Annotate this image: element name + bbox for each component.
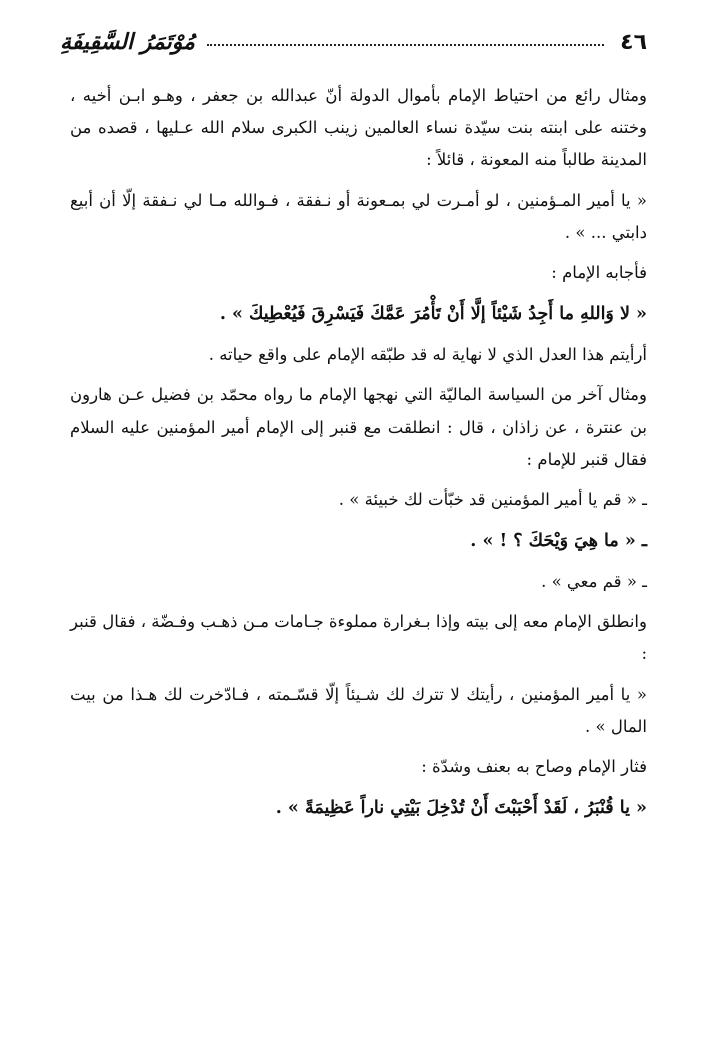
imam-quote: ـ « ما هِيَ وَيْحَكَ ؟ ! » . — [470, 531, 647, 552]
page-header — [60, 22, 647, 62]
book-title: مُوْتَمَرُ السَّقِيفَةِ — [60, 29, 195, 55]
paragraph: ومثال آخر من السياسة الماليّة التي نهجها الإمام ما رواه محمّد بن فضيل عـن هارون بن عنترة ، عن زاذان ، قال : انطلقت مع قنبر إلى الإمام أمير المؤمنين عليه السلام فقال قنبر للإمام : — [70, 385, 647, 469]
paragraph: فثار الإمام وصاح به بعنف وشدّة : — [421, 757, 647, 776]
imam-quote: « يا قُنْبَرُ ، لَقَدْ أَحْبَبْتَ أَنْ تُدْخِلَ بَيْتِي ناراً عَظِيمَةً » . — [275, 798, 647, 819]
quote-paragraph: « يا أمير المؤمنين ، رأيتك لا تترك لك شـيئاً إلّا قسّـمته ، فـادّخرت لك هـذا من بيت المال » . — [70, 684, 647, 736]
page-number: ٤٦ — [620, 29, 647, 55]
paragraph: أرأيتم هذا العدل الذي لا نهاية له قد طبّقه الإمام على واقع حياته . — [208, 345, 647, 365]
dialogue-line: ـ « قم معي » . — [541, 572, 647, 592]
paragraph: فأجابه الإمام : — [551, 262, 647, 282]
paragraph: ومثال رائع من احتياط الإمام بأموال الدولة أنّ عبدالله بن جعفر ، وهـو ابـن أخيه ، وختنه على ابنته بنت سيّدة نساء العالمين زينب الكبرى سلام الله عـليها ، قصده من المدينة طالباً منه المعونة ، قائلاً : — [70, 86, 647, 170]
dialogue-line: ـ « قم يا أمير المؤمنين قد خبّأت لك خبيئة » . — [338, 489, 647, 509]
quote-paragraph: « يا أمير المـؤمنين ، لو أمـرت لي بمـعونة أو نـفقة ، فـوالله مـا لي نـفقة إلّا أن أبيع دابتي ... » . — [70, 190, 647, 242]
header-dotted-rule — [207, 44, 604, 46]
page-body — [70, 80, 647, 833]
imam-quote: « لا وَاللهِ ما أَجِدُ شَيْئاً إلَّا أَنْ تَأْمُرَ عَمَّكَ فَيَسْرِقَ فَيُعْطِيكَ » . — [219, 304, 647, 325]
paragraph: وانطلق الإمام معه إلى بيته وإذا بـغرارة مملوءة جـامات مـن ذهـب وفـضّة ، فقال قنبر : — [70, 612, 647, 664]
